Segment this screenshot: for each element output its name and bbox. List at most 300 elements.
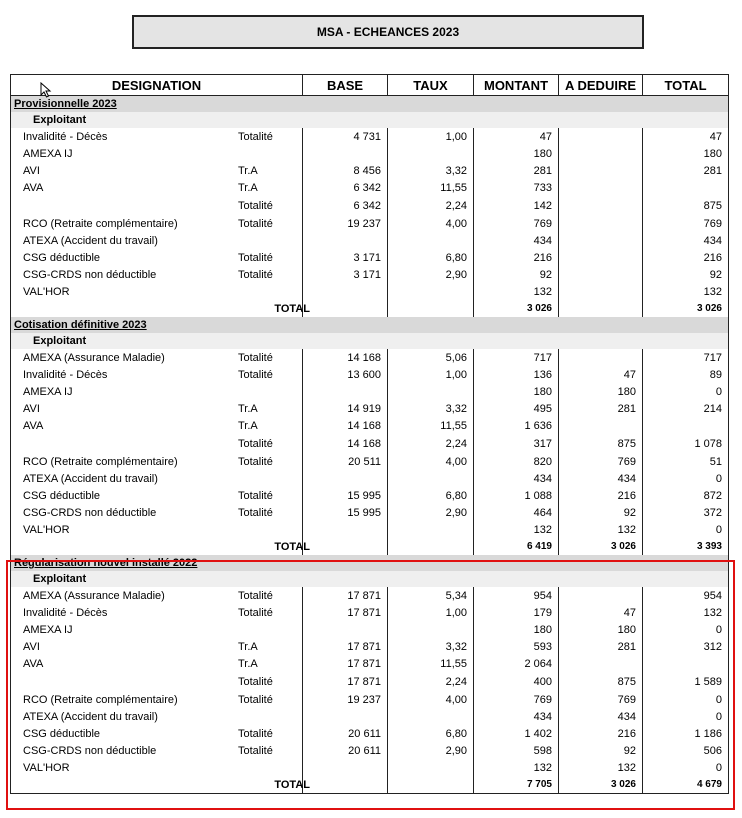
base-cell: 17 871 — [303, 655, 388, 673]
montant-cell: 180 — [474, 145, 559, 162]
total-cell: 214 — [703, 402, 722, 415]
section-subtitle: Exploitant — [11, 571, 728, 587]
designation-cell — [11, 759, 303, 776]
table-row — [11, 417, 728, 435]
a-deduire-cell — [559, 349, 643, 366]
taux-cell — [388, 145, 474, 162]
base-cell: 14 168 — [303, 435, 388, 453]
taux-cell — [388, 383, 474, 400]
designation-label: CSG déductible — [23, 727, 101, 740]
total-total: 3 026 — [696, 303, 722, 314]
total-cell: 0 — [715, 472, 722, 485]
designation-label: AVA — [23, 420, 44, 432]
taux-cell: 2,24 — [388, 197, 474, 215]
a-deduire-cell — [559, 128, 643, 145]
base-cell — [303, 776, 388, 793]
base-cell — [303, 145, 388, 162]
montant-cell: 400 — [474, 673, 559, 691]
a-deduire-cell: 180 — [559, 621, 643, 638]
total-cell: 0 — [715, 693, 722, 706]
taux-cell: 1,00 — [388, 366, 474, 383]
assiette-label: Totalité — [238, 351, 273, 364]
designation-label: AMEXA IJ — [23, 147, 73, 160]
total-cell: 0 — [715, 523, 722, 536]
table-row — [11, 383, 728, 400]
designation-label: ATEXA (Accident du travail) — [23, 710, 158, 723]
table-row — [11, 504, 728, 521]
table-row — [11, 521, 728, 538]
taux-cell: 1,00 — [388, 604, 474, 621]
designation-cell — [11, 708, 303, 725]
base-cell: 17 871 — [303, 604, 388, 621]
montant-cell: 464 — [474, 504, 559, 521]
table-row — [11, 759, 728, 776]
montant-cell: 142 — [474, 197, 559, 215]
header-total: TOTAL — [664, 77, 707, 93]
page-title: MSA - ECHEANCES 2023 — [132, 15, 644, 49]
designation-label: ATEXA (Accident du travail) — [23, 472, 158, 485]
a-deduire-cell: 434 — [559, 470, 643, 487]
base-cell — [303, 283, 388, 300]
montant-cell: 954 — [474, 587, 559, 604]
designation-cell — [11, 400, 303, 417]
taux-cell: 11,55 — [388, 655, 474, 673]
total-cell: 769 — [703, 217, 722, 230]
designation-cell — [11, 487, 303, 504]
section-title: Régularisation nouvel installé 2022 — [11, 555, 728, 571]
base-cell: 3 171 — [303, 249, 388, 266]
total-cell: 875 — [703, 200, 722, 212]
total-label: TOTAL — [274, 302, 310, 315]
total-cell: 372 — [703, 506, 722, 519]
total-cell: 132 — [703, 285, 722, 298]
taux-cell — [388, 538, 474, 555]
montant-cell: 598 — [474, 742, 559, 759]
base-cell: 15 995 — [303, 487, 388, 504]
montant-cell: 132 — [474, 521, 559, 538]
base-cell: 6 342 — [303, 197, 388, 215]
total-montant: 3 026 — [474, 300, 559, 317]
total-label: TOTAL — [274, 778, 310, 791]
table-row — [11, 145, 728, 162]
montant-cell: 820 — [474, 453, 559, 470]
total-label: TOTAL — [274, 540, 310, 553]
designation-label: AVI — [23, 164, 40, 177]
table-row — [11, 400, 728, 417]
taux-cell: 2,24 — [388, 435, 474, 453]
table-row — [11, 604, 728, 621]
a-deduire-cell — [559, 587, 643, 604]
assiette-label: Totalité — [238, 489, 273, 502]
taux-cell: 4,00 — [388, 691, 474, 708]
total-cell: 0 — [715, 623, 722, 636]
base-cell: 14 168 — [303, 417, 388, 435]
table-body — [11, 96, 728, 793]
total-cell: 47 — [709, 130, 722, 143]
assiette-label: Totalité — [238, 268, 273, 281]
assiette-label: Totalité — [238, 438, 273, 450]
designation-cell — [11, 197, 303, 215]
total-cell: 92 — [709, 268, 722, 281]
table-row — [11, 470, 728, 487]
taux-cell: 2,24 — [388, 673, 474, 691]
montant-cell: 92 — [474, 266, 559, 283]
designation-label: RCO (Retraite complémentaire) — [23, 455, 178, 468]
a-deduire-cell: 92 — [559, 504, 643, 521]
total-cell: 1 078 — [694, 438, 722, 450]
designation-cell — [11, 417, 303, 435]
taux-cell: 2,90 — [388, 504, 474, 521]
a-deduire-cell — [559, 232, 643, 249]
designation-cell — [11, 504, 303, 521]
a-deduire-cell: 769 — [559, 453, 643, 470]
designation-label: CSG-CRDS non déductible — [23, 506, 157, 519]
total-cell: 89 — [709, 368, 722, 381]
table-row — [11, 673, 728, 691]
assiette-label: Tr.A — [238, 658, 258, 670]
total-montant: 6 419 — [474, 538, 559, 555]
table-header — [11, 75, 728, 96]
base-cell — [303, 538, 388, 555]
designation-cell — [11, 691, 303, 708]
designation-label: AVI — [23, 402, 40, 415]
assiette-label: Totalité — [238, 506, 273, 519]
a-deduire-cell — [559, 145, 643, 162]
a-deduire-cell: 281 — [559, 638, 643, 655]
a-deduire-cell — [559, 417, 643, 435]
taux-cell: 11,55 — [388, 417, 474, 435]
a-deduire-cell: 47 — [559, 604, 643, 621]
a-deduire-cell — [559, 179, 643, 197]
designation-cell — [11, 145, 303, 162]
designation-cell — [11, 604, 303, 621]
a-deduire-cell — [559, 283, 643, 300]
montant-cell: 593 — [474, 638, 559, 655]
taux-cell — [388, 521, 474, 538]
total-cell: 434 — [703, 234, 722, 247]
base-cell: 15 995 — [303, 504, 388, 521]
total-cell: 132 — [703, 606, 722, 619]
total-montant: 7 705 — [474, 776, 559, 793]
taux-cell: 6,80 — [388, 249, 474, 266]
designation-label: AMEXA (Assurance Maladie) — [23, 589, 165, 602]
montant-cell: 769 — [474, 215, 559, 232]
assiette-label: Totalité — [238, 693, 273, 706]
taux-cell: 3,32 — [388, 638, 474, 655]
base-cell — [303, 708, 388, 725]
assiette-label: Tr.A — [238, 420, 258, 432]
taux-cell — [388, 708, 474, 725]
total-cell — [643, 655, 728, 673]
header-base: BASE — [303, 75, 388, 95]
a-deduire-cell: 47 — [559, 366, 643, 383]
designation-cell — [11, 621, 303, 638]
montant-cell: 180 — [474, 383, 559, 400]
total-row — [11, 300, 728, 317]
designation-cell — [11, 725, 303, 742]
base-cell — [303, 521, 388, 538]
total-cell: 872 — [703, 489, 722, 502]
total-cell: 954 — [703, 589, 722, 602]
base-cell: 4 731 — [303, 128, 388, 145]
montant-cell: 216 — [474, 249, 559, 266]
taux-cell — [388, 300, 474, 317]
echeances-table — [10, 74, 729, 794]
table-row — [11, 349, 728, 366]
table-row — [11, 215, 728, 232]
assiette-label: Totalité — [238, 200, 273, 212]
designation-cell — [11, 587, 303, 604]
assiette-label: Totalité — [238, 727, 273, 740]
table-row — [11, 587, 728, 604]
designation-label: CSG-CRDS non déductible — [23, 268, 157, 281]
designation-label: AMEXA IJ — [23, 385, 73, 398]
montant-cell: 2 064 — [474, 655, 559, 673]
assiette-label: Totalité — [238, 130, 273, 143]
designation-label: Invalidité - Décès — [23, 606, 108, 619]
table-row — [11, 283, 728, 300]
section-subtitle: Exploitant — [11, 112, 728, 128]
total-cell: 312 — [703, 640, 722, 653]
assiette-label: Totalité — [238, 368, 273, 381]
total-total: 3 393 — [696, 541, 722, 552]
a-deduire-cell — [559, 266, 643, 283]
base-cell — [303, 621, 388, 638]
table-row — [11, 366, 728, 383]
a-deduire-cell: 769 — [559, 691, 643, 708]
designation-label: Invalidité - Décès — [23, 368, 108, 381]
designation-cell — [11, 521, 303, 538]
section-subtitle: Exploitant — [11, 333, 728, 349]
a-deduire-cell: 281 — [559, 400, 643, 417]
base-cell — [303, 759, 388, 776]
montant-cell: 1 088 — [474, 487, 559, 504]
base-cell: 14 919 — [303, 400, 388, 417]
taux-cell — [388, 621, 474, 638]
assiette-label: Tr.A — [238, 402, 258, 415]
montant-cell: 717 — [474, 349, 559, 366]
designation-cell — [11, 638, 303, 655]
designation-label: Invalidité - Décès — [23, 130, 108, 143]
base-cell: 3 171 — [303, 266, 388, 283]
total-label-cell — [11, 776, 310, 793]
total-cell: 0 — [715, 710, 722, 723]
base-cell: 17 871 — [303, 638, 388, 655]
total-cell: 180 — [703, 147, 722, 160]
assiette-label: Totalité — [238, 251, 273, 264]
mouse-pointer-icon — [40, 82, 52, 98]
taux-cell: 1,00 — [388, 128, 474, 145]
a-deduire-cell: 434 — [559, 708, 643, 725]
base-cell — [303, 470, 388, 487]
total-cell: 717 — [703, 351, 722, 364]
taux-cell — [388, 776, 474, 793]
total-total: 4 679 — [696, 779, 722, 790]
base-cell: 17 871 — [303, 587, 388, 604]
designation-label: AVA — [23, 658, 44, 670]
table-row — [11, 162, 728, 179]
a-deduire-cell: 180 — [559, 383, 643, 400]
table-row — [11, 708, 728, 725]
designation-cell — [11, 283, 303, 300]
total-cell: 0 — [715, 761, 722, 774]
assiette-label: Totalité — [238, 676, 273, 688]
table-row — [11, 249, 728, 266]
table-row — [11, 453, 728, 470]
designation-label: VAL'HOR — [23, 761, 70, 774]
base-cell — [303, 300, 388, 317]
designation-label: CSG déductible — [23, 251, 101, 264]
taux-cell: 3,32 — [388, 400, 474, 417]
taux-cell — [388, 283, 474, 300]
a-deduire-cell: 875 — [559, 673, 643, 691]
table-row — [11, 621, 728, 638]
total-cell: 0 — [715, 385, 722, 398]
designation-cell — [11, 179, 303, 197]
designation-cell — [11, 232, 303, 249]
a-deduire-cell: 132 — [559, 759, 643, 776]
designation-label: ATEXA (Accident du travail) — [23, 234, 158, 247]
table-row — [11, 179, 728, 197]
designation-label: AVI — [23, 640, 40, 653]
montant-cell: 132 — [474, 283, 559, 300]
a-deduire-cell: 92 — [559, 742, 643, 759]
base-cell: 20 611 — [303, 725, 388, 742]
base-cell — [303, 383, 388, 400]
taux-cell: 2,90 — [388, 742, 474, 759]
total-cell: 216 — [703, 251, 722, 264]
total-a-deduire: 3 026 — [559, 776, 643, 793]
total-cell — [643, 179, 728, 197]
taux-cell — [388, 759, 474, 776]
header-taux: TAUX — [388, 75, 474, 95]
base-cell: 13 600 — [303, 366, 388, 383]
a-deduire-cell: 875 — [559, 435, 643, 453]
total-cell: 1 589 — [694, 676, 722, 688]
base-cell: 17 871 — [303, 673, 388, 691]
a-deduire-cell — [559, 197, 643, 215]
base-cell: 19 237 — [303, 691, 388, 708]
total-a-deduire: 3 026 — [559, 538, 643, 555]
assiette-label: Tr.A — [238, 182, 258, 194]
designation-cell — [11, 162, 303, 179]
total-cell: 506 — [703, 744, 722, 757]
designation-cell — [11, 470, 303, 487]
taux-cell: 5,34 — [388, 587, 474, 604]
taux-cell: 5,06 — [388, 349, 474, 366]
table-row — [11, 725, 728, 742]
table-row — [11, 435, 728, 453]
designation-label: VAL'HOR — [23, 285, 70, 298]
designation-label: AVA — [23, 182, 44, 194]
assiette-label: Totalité — [238, 606, 273, 619]
base-cell: 19 237 — [303, 215, 388, 232]
taux-cell: 3,32 — [388, 162, 474, 179]
montant-cell: 1 402 — [474, 725, 559, 742]
taux-cell — [388, 232, 474, 249]
montant-cell: 733 — [474, 179, 559, 197]
montant-cell: 136 — [474, 366, 559, 383]
taux-cell: 11,55 — [388, 179, 474, 197]
total-cell: 1 186 — [694, 727, 722, 740]
assiette-label: Totalité — [238, 589, 273, 602]
table-row — [11, 197, 728, 215]
designation-cell — [11, 655, 303, 673]
designation-cell — [11, 266, 303, 283]
assiette-label: Tr.A — [238, 164, 258, 177]
montant-cell: 434 — [474, 232, 559, 249]
montant-cell: 180 — [474, 621, 559, 638]
designation-label: AMEXA (Assurance Maladie) — [23, 351, 165, 364]
header-designation: DESIGNATION — [11, 75, 303, 95]
table-row — [11, 266, 728, 283]
a-deduire-cell: 216 — [559, 725, 643, 742]
total-cell — [643, 417, 728, 435]
montant-cell: 1 636 — [474, 417, 559, 435]
table-row — [11, 691, 728, 708]
table-row — [11, 487, 728, 504]
assiette-label: Totalité — [238, 455, 273, 468]
designation-label: CSG déductible — [23, 489, 101, 502]
designation-cell — [11, 366, 303, 383]
a-deduire-cell — [559, 215, 643, 232]
assiette-label: Tr.A — [238, 640, 258, 653]
designation-cell — [11, 435, 303, 453]
designation-cell — [11, 453, 303, 470]
taux-cell: 4,00 — [388, 453, 474, 470]
total-row — [11, 776, 728, 793]
designation-label: CSG-CRDS non déductible — [23, 744, 157, 757]
montant-cell: 495 — [474, 400, 559, 417]
table-row — [11, 128, 728, 145]
header-montant: MONTANT — [474, 75, 559, 95]
a-deduire-cell — [559, 249, 643, 266]
table-row — [11, 232, 728, 249]
designation-label: RCO (Retraite complémentaire) — [23, 217, 178, 230]
montant-cell: 179 — [474, 604, 559, 621]
designation-cell — [11, 249, 303, 266]
base-cell: 14 168 — [303, 349, 388, 366]
total-cell: 281 — [703, 164, 722, 177]
a-deduire-cell — [559, 655, 643, 673]
a-deduire-cell — [559, 162, 643, 179]
designation-label: VAL'HOR — [23, 523, 70, 536]
base-cell: 20 511 — [303, 453, 388, 470]
base-cell — [303, 232, 388, 249]
montant-cell: 317 — [474, 435, 559, 453]
total-label-cell — [11, 538, 310, 555]
total-label-cell — [11, 300, 310, 317]
header-a-deduire: A DEDUIRE — [559, 75, 643, 95]
designation-label: AMEXA IJ — [23, 623, 73, 636]
section-title: Provisionnelle 2023 — [11, 96, 728, 112]
montant-cell: 434 — [474, 708, 559, 725]
base-cell: 6 342 — [303, 179, 388, 197]
table-row — [11, 655, 728, 673]
montant-cell: 47 — [474, 128, 559, 145]
a-deduire-cell: 216 — [559, 487, 643, 504]
base-cell: 8 456 — [303, 162, 388, 179]
assiette-label: Totalité — [238, 744, 273, 757]
montant-cell: 434 — [474, 470, 559, 487]
montant-cell: 281 — [474, 162, 559, 179]
montant-cell: 132 — [474, 759, 559, 776]
montant-cell: 769 — [474, 691, 559, 708]
designation-cell — [11, 383, 303, 400]
total-a-deduire — [559, 300, 643, 317]
taux-cell: 2,90 — [388, 266, 474, 283]
table-row — [11, 638, 728, 655]
